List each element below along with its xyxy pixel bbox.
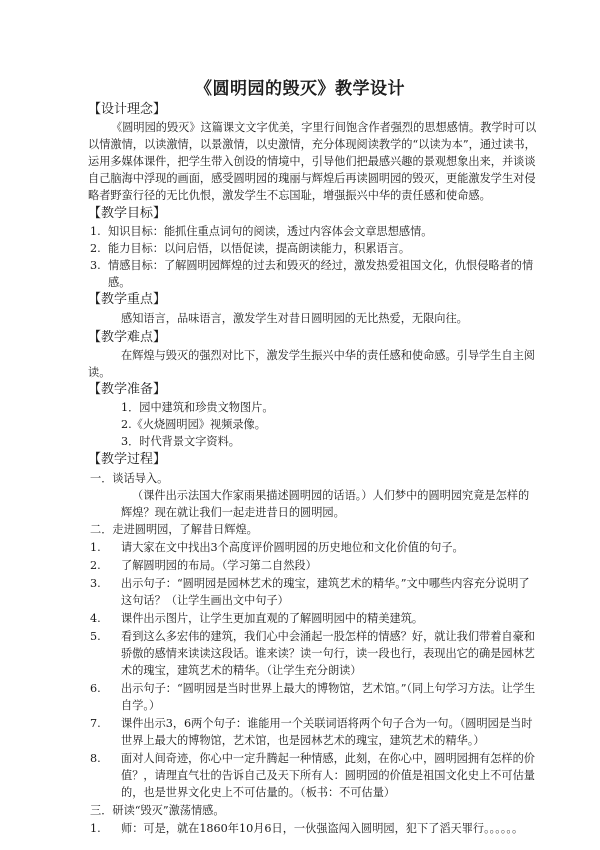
- paragraph-line: 《圆明园的毁灭》这篇课文文字优美，字里行间饱含作者强烈的思想感情。教学时可以: [111, 121, 537, 134]
- list-item: 值？，请理直气壮的告诉自己及天下所有人：圆明园的价值是祖国文化史上不可估量: [121, 769, 535, 782]
- list-item: 看到这么多宏伟的建筑，我们心中会涌起一股怎样的情感？好，就让我们带着自豪和: [121, 630, 535, 643]
- list-item: 出示句子：“圆明园是园林艺术的瑰宝，建筑艺术的精华。”文中哪些内容充分说明了: [121, 577, 530, 590]
- paragraph-line: （课件出示法国大作家雨果描述圆明园的话语。）人们梦中的圆明园究竟是怎样的: [132, 489, 530, 502]
- list-item: 请大家在文中找出3个高度评价圆明园的历史地位和文化价值的句子。: [121, 541, 464, 554]
- list-item: 2.《火烧圆明园》视频录像。: [121, 418, 266, 431]
- process-part-title: 三．研读“毁灭”激荡情感。: [90, 804, 225, 817]
- list-item: 面对人间奇迹，你心中一定升腾起一种情感，此刻，在你心中，圆明园拥有怎样的价: [121, 752, 535, 765]
- list-item: 了解圆明园的布局。（学习第二自然段）: [121, 559, 317, 572]
- list-item: 情感目标：了解圆明园辉煌的过去和毁灭的经过，激发热爱祖国文化，仇恨侵略者的情: [108, 259, 534, 272]
- heading-teaching-goals: 【教学目标】: [88, 206, 167, 221]
- list-item: 世界上最大的博物馆，艺术馆，也是园林艺术的瑰宝，建筑艺术的精华。）: [121, 734, 485, 747]
- paragraph-line: 以情激情，以读激情，以景激情，以史激情，充分体现阅读教学的“以读为本”，通过读书，: [88, 138, 536, 151]
- heading-design-concept: 【设计理念】: [88, 102, 167, 117]
- list-item: 知识目标：能抓住重点词句的阅读，透过内容体会文章思想感情。: [108, 225, 433, 238]
- process-part-title: 二．走进圆明园，了解昔日辉煌。: [90, 523, 258, 536]
- paragraph-line: 自己脑海中浮现的画面，感受圆明园的瑰丽与辉煌后再读圆明园的毁灭，更能激发学生对侵: [88, 172, 536, 185]
- list-item: 感。: [108, 276, 131, 289]
- list-item: 自学。）: [121, 699, 161, 712]
- paragraph-line: 辉煌？现在就让我们一起走进昔日的圆明园。: [121, 506, 345, 519]
- list-number: 7.: [90, 717, 101, 730]
- list-item: 师：可是，就在1860年10月6日，一伙强盗闯入圆明园，犯下了滔天罪行。。。。。。: [121, 822, 524, 835]
- list-number: 5.: [90, 630, 101, 643]
- list-item: 课件出示图片，让学生更加直观的了解圆明园中的精美建筑。: [121, 612, 424, 625]
- paragraph-line: 感知语言，品味语言，激发学生对昔日圆明园的无比热爱，无限向往。: [121, 312, 468, 325]
- list-item: 3．时代背景文字资料。: [121, 435, 240, 448]
- list-number: 4.: [90, 612, 101, 625]
- process-part-title: 一．谈话导入。: [90, 472, 169, 485]
- heading-teaching-focus: 【教学重点】: [88, 292, 167, 307]
- list-number: 2.: [90, 242, 101, 255]
- list-number: 8.: [90, 752, 101, 765]
- list-number: 1.: [90, 225, 101, 238]
- list-item: 术的瑰宝，建筑艺术的精华。（让学生充分朗读）: [121, 664, 362, 677]
- list-item: 这句话？（让学生画出文中句子）: [121, 594, 289, 607]
- list-number: 1.: [90, 822, 101, 835]
- list-number: 3.: [90, 577, 101, 590]
- paragraph-line: 略者野蛮行径的无比仇恨，激发学生不忘国耻，增强振兴中华的责任感和使命感。: [88, 189, 491, 202]
- paragraph-line: 读。: [88, 366, 111, 379]
- list-number: 2.: [90, 559, 101, 572]
- heading-teaching-process: 【教学过程】: [88, 452, 167, 467]
- heading-teaching-prep: 【教学准备】: [88, 382, 167, 397]
- paragraph-line: 在辉煌与毁灭的强烈对比下，激发学生振兴中华的责任感和使命感。引导学生自主阅: [121, 349, 535, 362]
- list-item: 骄傲的感情来读读这段话。谁来读？读一句行，读一段也行，表现出它的确是园林艺: [121, 647, 535, 660]
- list-number: 6.: [90, 682, 101, 695]
- list-number: 3.: [90, 259, 101, 272]
- page-title: 《圆明园的毁灭》教学设计: [195, 79, 405, 99]
- list-item: 1．园中建筑和珍贵文物图片。: [121, 401, 274, 414]
- list-item: 课件出示3，6两个句子：谁能用一个关联词语将两个句子合为一句。（圆明园是当时: [121, 717, 533, 730]
- list-number: 1.: [90, 541, 101, 554]
- heading-teaching-difficulty: 【教学难点】: [88, 330, 167, 345]
- paragraph-line: 运用多媒体课件，把学生带入创设的情境中，引导他们把最感兴趣的景观想象出来，并谈谈: [88, 155, 536, 168]
- list-item: 出示句子：“圆明园是当时世界上最大的博物馆，艺术馆。”（同上句学习方法。让学生: [121, 682, 536, 695]
- list-item: 的，也是世界文化史上不可估量的。（板书：不可估量）: [121, 786, 396, 799]
- list-item: 能力目标：以问启悟，以悟促读，提高朗读能力，积累语言。: [108, 242, 411, 255]
